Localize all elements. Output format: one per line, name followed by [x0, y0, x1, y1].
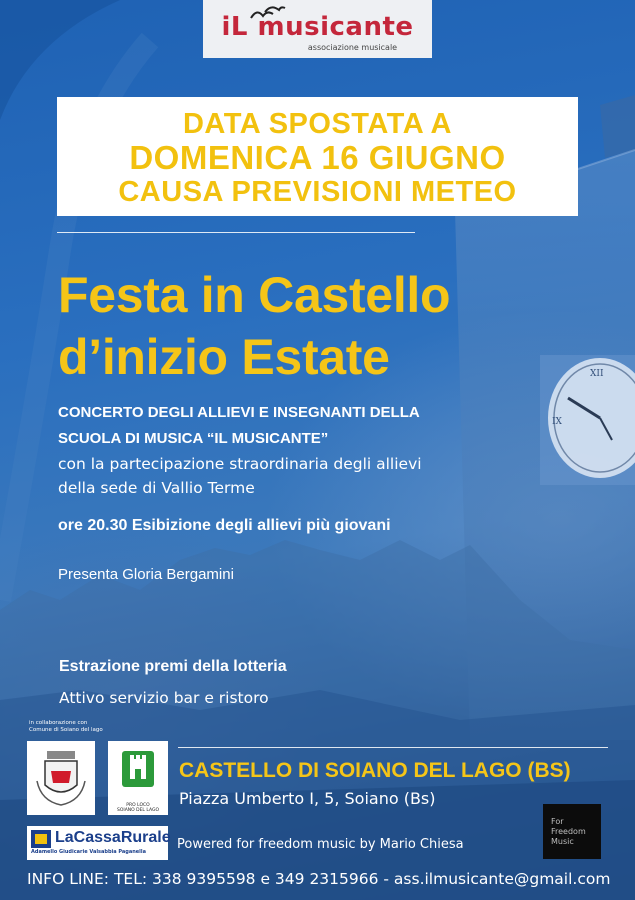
- collab-line-2: Comune di Soiano del lago: [29, 727, 103, 733]
- cassa-emblem-icon: [31, 830, 51, 848]
- svg-text:IX: IX: [552, 417, 562, 427]
- lottery-line: Estrazione premi della lotteria: [59, 658, 287, 675]
- logo-wordmark: iL musicante: [221, 12, 414, 42]
- for-freedom-music-logo: [543, 804, 601, 859]
- ffm-line-2: Freedom: [551, 827, 586, 836]
- info-line: INFO LINE: TEL: 338 9395598 e 349 2315966 - ass.ilmusicante@gmail.com: [27, 870, 611, 888]
- notice-line-3: CAUSA PREVISIONI METEO: [118, 176, 517, 208]
- bar-line: Attivo servizio bar e ristoro: [59, 689, 269, 707]
- logo-subtitle: associazione musicale: [307, 43, 398, 52]
- clock-icon: [540, 355, 635, 485]
- divider-top: [57, 232, 415, 233]
- comune-crest-logo: [27, 741, 95, 815]
- presenter-line: Presenta Gloria Bergamini: [58, 566, 234, 583]
- event-title-line-2: d’inizio Estate: [58, 329, 390, 385]
- pro-loco-label: [108, 803, 168, 813]
- pro-loco-label-1: PRO LOCO: [126, 803, 150, 808]
- notice-line-1: DATA SPOSTATA A: [182, 108, 452, 140]
- date-change-notice: [57, 97, 578, 216]
- event-title-line-1: Festa in Castello: [58, 267, 451, 323]
- divider-venue: [178, 747, 608, 748]
- guest-line-2: della sede di Vallio Terme: [58, 479, 255, 497]
- ffm-line-1: For: [551, 817, 564, 826]
- collaboration-note: [29, 720, 103, 734]
- association-logo: [203, 0, 432, 58]
- svg-text:XII: XII: [590, 369, 604, 379]
- notice-line-2: DOMENICA 16 GIUGNO: [129, 139, 506, 176]
- cassa-subtitle: Adamello Giudicarie Valsabbia Paganella: [31, 849, 146, 855]
- powered-by-line: Powered for freedom music by Mario Chiesa: [177, 837, 464, 852]
- crest-icon: [27, 741, 95, 815]
- guest-line-1: con la partecipazione straordinaria degli allievi: [58, 455, 422, 473]
- schedule-line: ore 20.30 Esibizione degli allievi più giovani: [58, 517, 391, 534]
- concert-line-2: SCUOLA DI MUSICA “IL MUSICANTE”: [58, 430, 329, 447]
- venue-address: Piazza Umberto I, 5, Soiano (Bs): [179, 789, 436, 808]
- ffm-line-3: Music: [551, 837, 574, 846]
- cassa-name: LaCassaRurale: [55, 829, 171, 846]
- collab-line-1: in collaborazione con: [29, 720, 88, 726]
- pro-loco-label-2: SOIANO DEL LAGO: [116, 808, 160, 813]
- venue-name: CASTELLO DI SOIANO DEL LAGO (BS): [179, 759, 571, 782]
- concert-line-1: CONCERTO DEGLI ALLIEVI E INSEGNANTI DELLA: [58, 404, 420, 421]
- pro-loco-logo: [108, 741, 168, 815]
- cassa-rurale-logo: [27, 826, 171, 860]
- castle-icon: [108, 741, 168, 799]
